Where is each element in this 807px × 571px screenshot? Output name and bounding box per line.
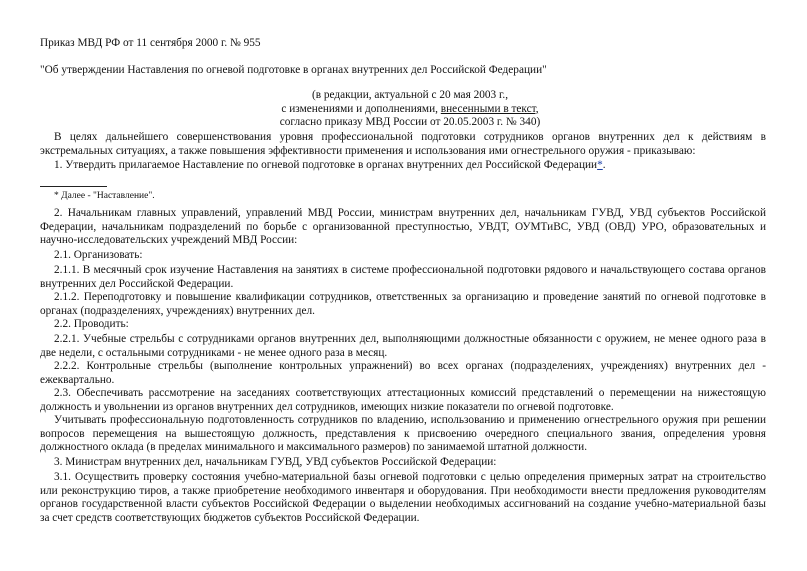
document-title: Приказ МВД РФ от 11 сентября 2000 г. № 955	[40, 37, 261, 49]
paragraph-1-text: 1. Утвердить прилагаемое Наставление по огневой подготовке в органах внутренних дел Российской Федерации	[54, 159, 598, 171]
paragraph-1	[40, 159, 766, 173]
edition-line-1: (в редакции, актуальной с 20 мая 2003 г.,	[311, 89, 509, 101]
preamble: В целях дальнейшего совершенствования уровня профессиональной подготовки сотрудников органов внутренних дел к действиям в экстремальных ситуациях, а также повышения эффективности применения и использования ими огнестрельного оружия - приказываю:	[40, 131, 766, 157]
paragraph-2-2-1: 2.2.1. Учебные стрельбы с сотрудниками органов внутренних дел, выполняющими должностные обязанности с оружием, не менее одного раза в две недели, с остальными сотрудниками - не менее одного раза в месяц.	[40, 333, 766, 359]
paragraph-2-2-2: 2.2.2. Контрольные стрельбы (выполнение контрольных упражнений) во всех органах (подразделениях, учреждениях) внутренних дел - ежеквартально.	[40, 360, 766, 386]
amendments-link[interactable]: внесенными в текст,	[440, 102, 539, 115]
paragraph-2-3: 2.3. Обеспечивать рассмотрение на заседаниях соответствующих аттестационных комиссий представлений о перемещении на нижестоящую должность и увольнении из органов внутренних дел сотрудников, имеющих низкие показатели по огневой подготовке.	[40, 387, 766, 413]
paragraph-2-2: 2.2. Проводить:	[54, 318, 129, 330]
paragraph-2-1-1: 2.1.1. В месячный срок изучение Наставления на занятиях в системе профессиональной подготовки рядового и начальствующего состава органов внутренних дел Российской Федерации.	[40, 264, 766, 290]
paragraph-1-end: .	[602, 159, 606, 171]
paragraph-3: 3. Министрам внутренних дел, начальникам ГУВД, УВД субъектов Российской Федерации:	[54, 456, 497, 468]
paragraph-2-1-2: 2.1.2. Переподготовку и повышение квалификации сотрудников, ответственных за организацию и проведение занятий по огневой подготовке в органах (подразделениях, учреждениях) внутренних дел.	[40, 291, 766, 317]
document-subtitle: "Об утверждении Наставления по огневой подготовке в органах внутренних дел Российской Федерации"	[40, 64, 547, 76]
paragraph-2: 2. Начальникам главных управлений, управлений МВД России, министрам внутренних дел, начальникам ГУВД, УВД субъектов Российской Федерации, начальникам подразделений по борьбе с организованной преступностью, УВДТ, ОУМТиВС, УВД (ОВД) УРО, образовательных и научно-исследовательских учреждений МВД России:	[40, 207, 766, 247]
footnote-divider	[40, 186, 107, 187]
footnote: * Далее - "Наставление".	[54, 191, 155, 201]
edition-line-2	[250, 103, 570, 117]
footnote-ref-link[interactable]: *	[597, 159, 603, 171]
paragraph-3-1: 3.1. Осуществить проверку состояния учебно-материальной базы огневой подготовки с целью определения примерных затрат на строительство или реконструкцию тиров, а также приобретение необходимого инвентаря и оборудования. При необходимости внести предложения руководителям органов государственной власти субъектов Российской Федерации о выделении необходимых ассигнований на создание учебно-материальной базы за счет средств соответствующих бюджетов субъектов Российской Федерации.	[40, 471, 766, 524]
edition-line-3: согласно приказу МВД России от 20.05.2003 г. № 340)	[279, 116, 541, 129]
edition-line-2-text: с изменениями и дополнениями,	[281, 102, 441, 115]
paragraph-2-1: 2.1. Организовать:	[54, 249, 143, 261]
paragraph-2-3-note: Учитывать профессиональную подготовленность сотрудников по владению, использованию и применению огнестрельного оружия при решении вопросов перемещения на вышестоящую должность, представления к присвоению очередного специального звания, определения уровня должностного оклада (в пределах минимального и максимального размеров) по занимаемой штатной должности.	[40, 414, 766, 454]
edition-note	[250, 89, 570, 130]
